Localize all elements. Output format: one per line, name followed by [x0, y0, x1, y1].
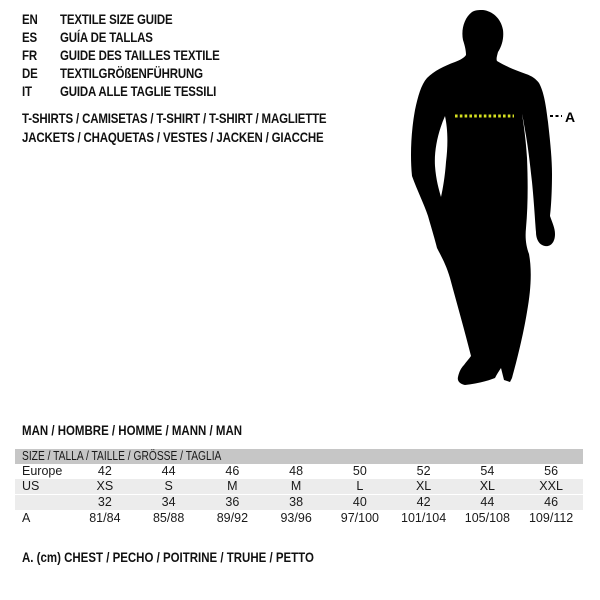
man-silhouette-figure — [408, 6, 585, 390]
language-row-en — [22, 10, 255, 28]
cell: XXL — [519, 479, 583, 495]
language-code: EN — [22, 11, 38, 27]
size-table-header: SIZE / TALLA / TAILLE / GRÖSSE / TAGLIA — [15, 449, 583, 464]
measurement-footnote: A. (cm) CHEST / PECHO / POITRINE / TRUHE / PETTO — [22, 549, 314, 565]
cell: 34 — [137, 495, 201, 511]
category-line-tshirts: T-SHIRTS / CAMISETAS / T-SHIRT / T-SHIRT / MAGLIETTE — [22, 110, 327, 126]
cell: 85/88 — [152, 511, 185, 525]
language-code: IT — [22, 83, 32, 99]
cell: 48 — [289, 464, 304, 478]
cell: M — [201, 479, 265, 495]
cell: S — [137, 479, 201, 495]
language-label: TEXTILE SIZE GUIDE — [60, 11, 173, 27]
cell: 89/92 — [216, 511, 249, 525]
cell: 44 — [161, 464, 176, 478]
language-label: GUIDA ALLE TAGLIE TESSILI — [60, 83, 217, 99]
cell: 44 — [456, 495, 520, 511]
cell: 97/100 — [340, 511, 379, 525]
cell: 40 — [328, 495, 392, 511]
category-line-jackets: JACKETS / CHAQUETAS / VESTES / JACKEN / GIACCHE — [22, 129, 324, 145]
cell: M — [264, 479, 328, 495]
man-silhouette — [411, 10, 555, 385]
language-list — [22, 10, 255, 100]
language-label: GUIDE DES TAILLES TEXTILE — [60, 47, 220, 63]
cell: 32 — [73, 495, 137, 511]
size-table — [15, 449, 583, 526]
language-label: GUÍA DE TALLAS — [60, 29, 153, 45]
table-row-chest-a — [15, 511, 583, 527]
language-code: FR — [22, 47, 37, 63]
cell: L — [328, 479, 392, 495]
table-row-us — [15, 479, 583, 495]
cell: 52 — [416, 464, 431, 478]
language-label: TEXTILGRÖßENFÜHRUNG — [60, 65, 203, 81]
man-silhouette-svg — [408, 6, 585, 390]
size-table-header-row — [15, 449, 583, 464]
cell: 54 — [480, 464, 495, 478]
garment-category-list — [22, 109, 393, 147]
cell: 50 — [352, 464, 367, 478]
row-label: Europe — [22, 464, 63, 478]
cell: XS — [73, 479, 137, 495]
table-row-europe — [15, 464, 583, 479]
cell: 81/84 — [89, 511, 121, 525]
cell: XL — [456, 479, 520, 495]
cell: 42 — [97, 464, 112, 478]
row-label: A — [22, 511, 31, 525]
cell: XL — [392, 479, 456, 495]
language-row-es — [22, 28, 255, 46]
language-code: DE — [22, 65, 38, 81]
cell: 42 — [392, 495, 456, 511]
cell: 105/108 — [464, 511, 510, 525]
measure-label-a: A — [565, 109, 576, 125]
language-code: ES — [22, 29, 37, 45]
language-row-it — [22, 82, 255, 100]
cell: 36 — [201, 495, 265, 511]
language-row-fr — [22, 46, 255, 64]
row-label: US — [15, 479, 73, 495]
table-row-alt-size — [15, 495, 583, 511]
section-title-man: MAN / HOMBRE / HOMME / MANN / MAN — [22, 422, 243, 438]
cell: 56 — [544, 464, 559, 478]
cell: 46 — [519, 495, 583, 511]
cell: 93/96 — [280, 511, 312, 525]
cell: 38 — [264, 495, 328, 511]
cell: 109/112 — [528, 511, 574, 525]
cell: 101/104 — [401, 511, 447, 525]
row-label — [15, 495, 73, 511]
cell: 46 — [225, 464, 240, 478]
language-row-de — [22, 64, 255, 82]
